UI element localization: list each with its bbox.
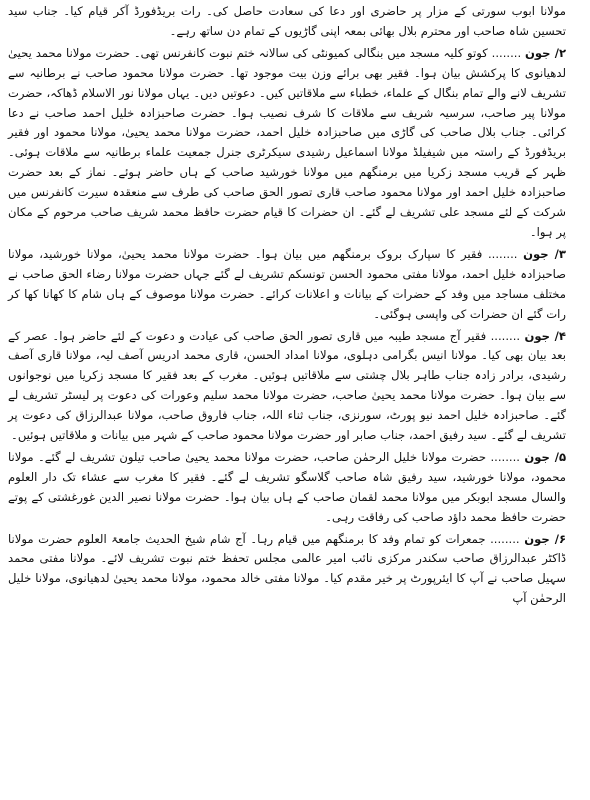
- paragraph-text: کوتو کلیہ مسجد میں بنگالی کمیونٹی کی سالانہ ختم نبوت کانفرنس تھی۔ حضرت مولانا محمد یحییٰ لدھیانوی کا پرکشش بیان ہوا۔ فقیر بھی برائے وزن بیت موجود تھا۔ حضرت مولانا محمود صاحب نے برطانیہ سے تشریف لانے والے تمام بنگال کے علماء، خطباء سے ملاقاتیں کیں۔ دعوتیں دیں۔ یہاں مولانا نور الاسلام ڈھاکہ، حضرت مولانا پیر صاحب، سرسیہ شریف سے ملاقات کا شرف نصیب ہوا۔ حضرت صاحبزادہ خلیل احمد صاحب نے دعا کرائی۔ جناب بلال صاحب کی گاڑی میں صاحبزادہ خلیل احمد، حضرت مولانا محمد یحییٰ، مولانا محمود اور فقیر بریڈفورڈ کے راستہ میں شیفیلڈ مولانا اسماعیل رشیدی سیکرٹری جنرل جمعیت علماء برطانیہ سے ملاقات ہوئی۔ ظہر کے قریب مسجد زکریا میں برمنگھم میں مولانا خورشید صاحب کے ہاں حاضر ہوئے۔ نماز کے بعد حضرت صاحبزادہ خلیل احمد اور مولانا محمود صاحب قاری تصور الحق صاحب کی طرف سے منعقدہ سیرت کانفرنس میں شرکت کے لئے مسجد علی تشریف لے گئے۔ ان حضرات کا قیام حضرت حافظ محمد شریف صاحب مرحوم کے مکان پر ہوا۔: [8, 45, 566, 239]
- dot-leader: ........: [490, 449, 520, 464]
- date-heading: ۳/ جون: [523, 246, 566, 261]
- dot-leader: ........: [487, 246, 518, 261]
- dot-leader: ........: [490, 531, 520, 546]
- date-heading: ۵/ جون: [524, 449, 567, 464]
- paragraph-june-3: [8, 245, 566, 325]
- date-heading: ۴/ جون: [524, 328, 566, 343]
- paragraph-text: حضرت مولانا خلیل الرحمٰن صاحب، حضرت مولانا محمد یحییٰ صاحب تیلون تشریف لے گئے۔ مولانا محمود، مولانا خورشید، سید رفیق شاہ صاحب گلاسگو تشریف لے گئے۔ فقیر کا مغرب سے عشاء تک دار العلوم والسال مسجد ابوبکر میں مولانا محمد لقمان صاحب کے ہاں بیان ہوا۔ حضرت مولانا نصیر الدین غورغشتی کے پوتے حضرت حافظ محمد داؤد صاحب کی رفاقت رہی۔: [8, 449, 566, 524]
- paragraph-text: فقیر کا سپارک بروک برمنگھم میں بیان ہوا۔ حضرت مولانا محمد یحییٰ، مولانا خورشید، مولانا صاحبزادہ خلیل احمد، مولانا مفتی محمود الحسن تونسکم تشریف لے گئے جہاں حضرت مولانا رضاء الحق صاحب نے مختلف مساجد میں وفد کے حضرات کے بیانات و اعلانات کرائے۔ حضرت مولانا موصوف کے ہاں شام کا کھانا کھا کر رات گئے ان حضرات کی واپسی ہوگئی۔: [8, 246, 566, 321]
- dot-leader: ........: [490, 328, 521, 343]
- paragraph-june-2: [8, 44, 566, 243]
- date-heading: ۶/ جون: [524, 531, 567, 546]
- paragraph-june-6: [8, 530, 566, 610]
- date-heading: ۲/ جون: [524, 45, 567, 60]
- paragraph-intro: [8, 2, 566, 42]
- paragraph-text: فقیر آج مسجد طیبہ میں قاری تصور الحق صاحب کی عیادت و دعوت کے لئے حاضر ہوا۔ عصر کے بعد بیان بھی کیا۔ مولانا انیس بگرامی دہلوی، مولانا امداد الحسن، قاری محمد ادریس آصف لیہ، مولانا قاری آصف رشیدی، برادر زادہ جناب طاہر بلال چشتی سے ملاقاتیں ہوئیں۔ مغرب کے بعد فقیر کا مسجد زکریا میں نوجوانوں سے بیان ہوا۔ حضرت مولانا محمد یحییٰ صاحب، حضرت مولانا محمد سلیم وعورات کی دعوت پر لیسٹر تشریف لے گئے۔ صاحبزادہ خلیل احمد نیو پورٹ، سورنزی، جناب ثناء اللہ، جناب فاروق صاحب، مولانا عبدالرزاق کی دعوت پر تشریف لے گئے۔ سید رفیق احمد، جناب صابر اور حضرت مولانا محمود صاحب کے شہر میں بیانات و ملاقاتیں ہوئیں۔: [8, 328, 566, 443]
- paragraph-text: مولانا ابوب سورتی کے مزار پر حاضری اور دعا کی سعادت حاصل کی۔ رات بریڈفورڈ آکر قیام کیا۔ جناب سید تحسین شاہ صاحب اور محترم بلال بھائی بمعہ اپنی گاڑیوں کے تمام دن ساتھ رہے۔: [8, 4, 566, 38]
- paragraph-text: جمعرات کو تمام وفد کا برمنگھم میں قیام رہا۔ آج شام شیخ الحدیث جامعۃ العلوم حضرت مولانا ڈاکٹر عبدالرزاق صاحب سکندر مرکزی نائب امیر عالمی مجلس تحفظ ختم نبوت تشریف لائے۔ مولانا مفتی محمد سہیل صاحب نے آپ کا ایئرپورٹ پر خیر مقدم کیا۔ مولانا مفتی خالد محمود، مولانا محمد یحییٰ لدھیانوی، مولانا خلیل الرحمٰن آپ: [8, 531, 566, 606]
- paragraph-june-4: [8, 327, 566, 446]
- dot-leader: ........: [491, 45, 522, 60]
- paragraph-june-5: [8, 448, 566, 528]
